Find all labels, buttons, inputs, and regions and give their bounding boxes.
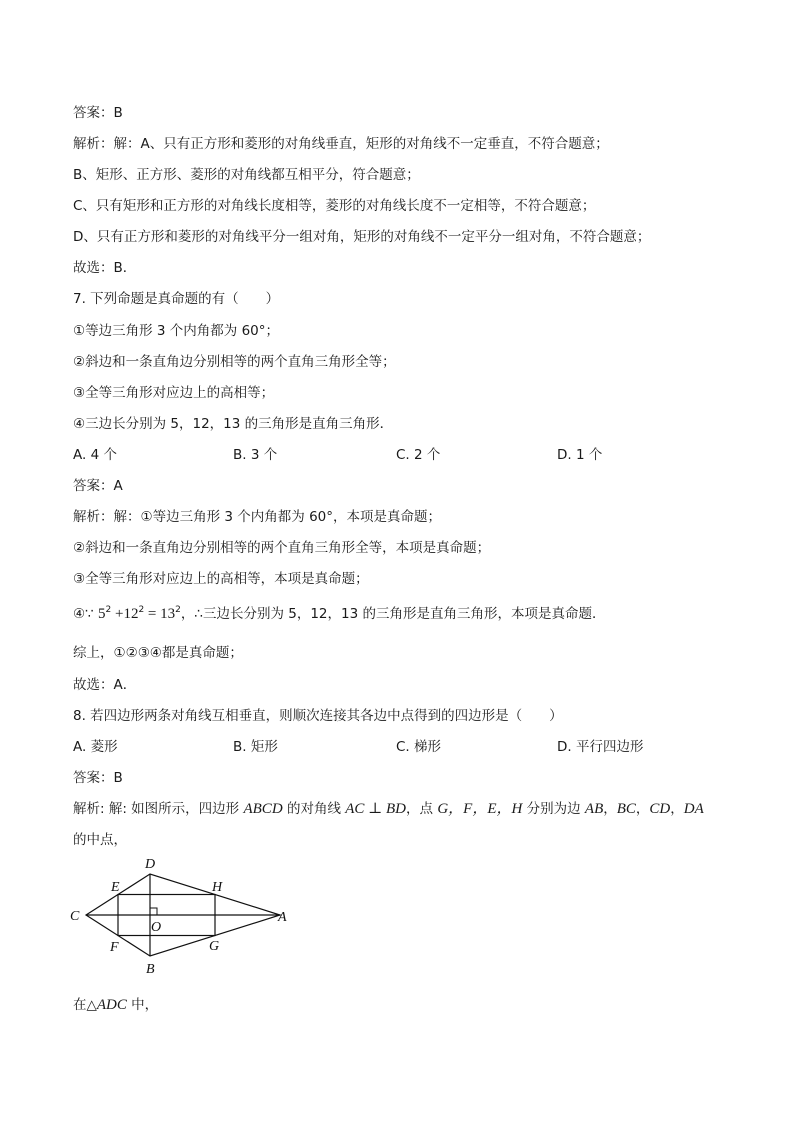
right-angle-mark bbox=[150, 908, 157, 915]
q7-line4-b: 12 bbox=[123, 606, 139, 622]
q8-midpoint-names: G，F，E，H bbox=[437, 801, 523, 817]
q7-line4-a: 5 bbox=[97, 606, 106, 622]
q7-statement-4: ④三边长分别为 5，12，13 的三角形是直角三角形． bbox=[73, 416, 394, 432]
label-e: E bbox=[111, 880, 120, 895]
q8-option-d: D. 平行四边形 bbox=[557, 739, 644, 755]
q6-analysis-line-4: D、只有正方形和菱形的对角线平分一组对角，矩形的对角线不一定平分一组对角，不符合题意； bbox=[73, 229, 651, 245]
q7-line4-prefix: ④∵ bbox=[73, 606, 98, 622]
q7-statement-1: ①等边三角形 3 个内角都为 60°； bbox=[73, 323, 279, 339]
q7-line4-plus: + bbox=[111, 606, 124, 622]
q7-option-a: A. 4 个 bbox=[73, 447, 117, 463]
q8-quad-name: ABCD bbox=[243, 801, 283, 817]
q7-statement-3: ③全等三角形对应边上的高相等； bbox=[73, 385, 275, 401]
q7-line4-exp-a: 2 bbox=[105, 605, 112, 615]
q8-option-c: C. 梯形 bbox=[396, 739, 442, 755]
q7-conclusion: 故选：A． bbox=[73, 677, 137, 693]
q8-analysis-text-1: 解析: 解: 如图所示，四边形 bbox=[73, 801, 244, 817]
q6-conclusion: 故选：B． bbox=[73, 260, 137, 276]
q8-last-text-1: 在△ bbox=[73, 997, 97, 1013]
q7-line4-exp-b: 2 bbox=[138, 605, 145, 615]
label-h: H bbox=[212, 880, 223, 895]
q8-last-line bbox=[73, 996, 158, 1014]
q6-answer: 答案：B bbox=[73, 105, 123, 121]
q7-analysis-line-4 bbox=[73, 605, 606, 623]
q8-side-bc: BC bbox=[616, 801, 636, 817]
q8-triangle-name: ADC bbox=[96, 997, 127, 1013]
q7-line4-c: 13 bbox=[160, 606, 176, 622]
label-f: F bbox=[110, 940, 119, 955]
q8-sep-3: ， bbox=[670, 801, 684, 817]
q8-answer: 答案：B bbox=[73, 770, 123, 786]
q8-option-a: A. 菱形 bbox=[73, 739, 118, 755]
q8-last-text-2: 中， bbox=[126, 997, 159, 1013]
q8-side-da: DA bbox=[683, 801, 704, 817]
q7-analysis-line-1: 解析：解：①等边三角形 3 个内角都为 60°，本项是真命题； bbox=[73, 509, 441, 525]
q7-answer: 答案：A bbox=[73, 478, 123, 494]
quadrilateral-figure bbox=[68, 855, 298, 980]
q8-side-cd: CD bbox=[649, 801, 671, 817]
q8-analysis-line-2: 的中点， bbox=[73, 832, 127, 848]
q7-analysis-line-2: ②斜边和一条直角边分别相等的两个直角三角形全等，本项是真命题； bbox=[73, 540, 491, 556]
q7-summary: 综上，①②③④都是真命题； bbox=[73, 645, 243, 661]
q8-side-ab: AB bbox=[584, 801, 604, 817]
q7-option-c: C. 2 个 bbox=[396, 447, 441, 463]
q6-analysis-line-2: B、矩形、正方形、菱形的对角线都互相平分，符合题意； bbox=[73, 167, 420, 183]
q8-sep-2: ， bbox=[635, 801, 650, 817]
q8-diagonal-relation: AC ⊥ BD bbox=[345, 801, 407, 817]
q7-line4-exp-c: 2 bbox=[175, 605, 181, 615]
label-b: B bbox=[146, 962, 155, 977]
q7-option-b: B. 3 个 bbox=[233, 447, 278, 463]
q7-option-d: D. 1 个 bbox=[557, 447, 603, 463]
q8-sep-1: ， bbox=[603, 801, 617, 817]
q6-analysis-line-1: 解析：解：A、只有正方形和菱形的对角线垂直，矩形的对角线不一定垂直，不符合题意； bbox=[73, 136, 609, 152]
q7-analysis-line-3: ③全等三角形对应边上的高相等，本项是真命题； bbox=[73, 571, 369, 587]
q8-analysis-text-4: 分别为边 bbox=[522, 801, 585, 817]
q8-analysis-text-3: ，点 bbox=[406, 801, 438, 817]
q7-line4-eq: = bbox=[144, 606, 161, 622]
q7-line4-suffix: ，∴三边长分别为 5，12，13 的三角形是直角三角形，本项是真命题． bbox=[180, 606, 606, 622]
label-a: A bbox=[278, 910, 287, 925]
label-o: O bbox=[151, 920, 162, 935]
label-c: C bbox=[70, 909, 80, 924]
q8-option-b: B. 矩形 bbox=[233, 739, 278, 755]
q7-statement-2: ②斜边和一条直角边分别相等的两个直角三角形全等； bbox=[73, 354, 396, 370]
q8-analysis-line-1 bbox=[73, 800, 704, 818]
label-d: D bbox=[145, 857, 156, 872]
q8-analysis-text-2: 的对角线 bbox=[282, 801, 346, 817]
label-g: G bbox=[209, 939, 220, 954]
q6-analysis-line-3: C、只有矩形和正方形的对角线长度相等，菱形的对角线长度不一定相等，不符合题意； bbox=[73, 198, 596, 214]
q7-stem: 7. 下列命题是真命题的有（ ） bbox=[73, 291, 280, 307]
q8-stem: 8. 若四边形两条对角线互相垂直，则顺次连接其各边中点得到的四边形是（ ） bbox=[73, 708, 563, 724]
